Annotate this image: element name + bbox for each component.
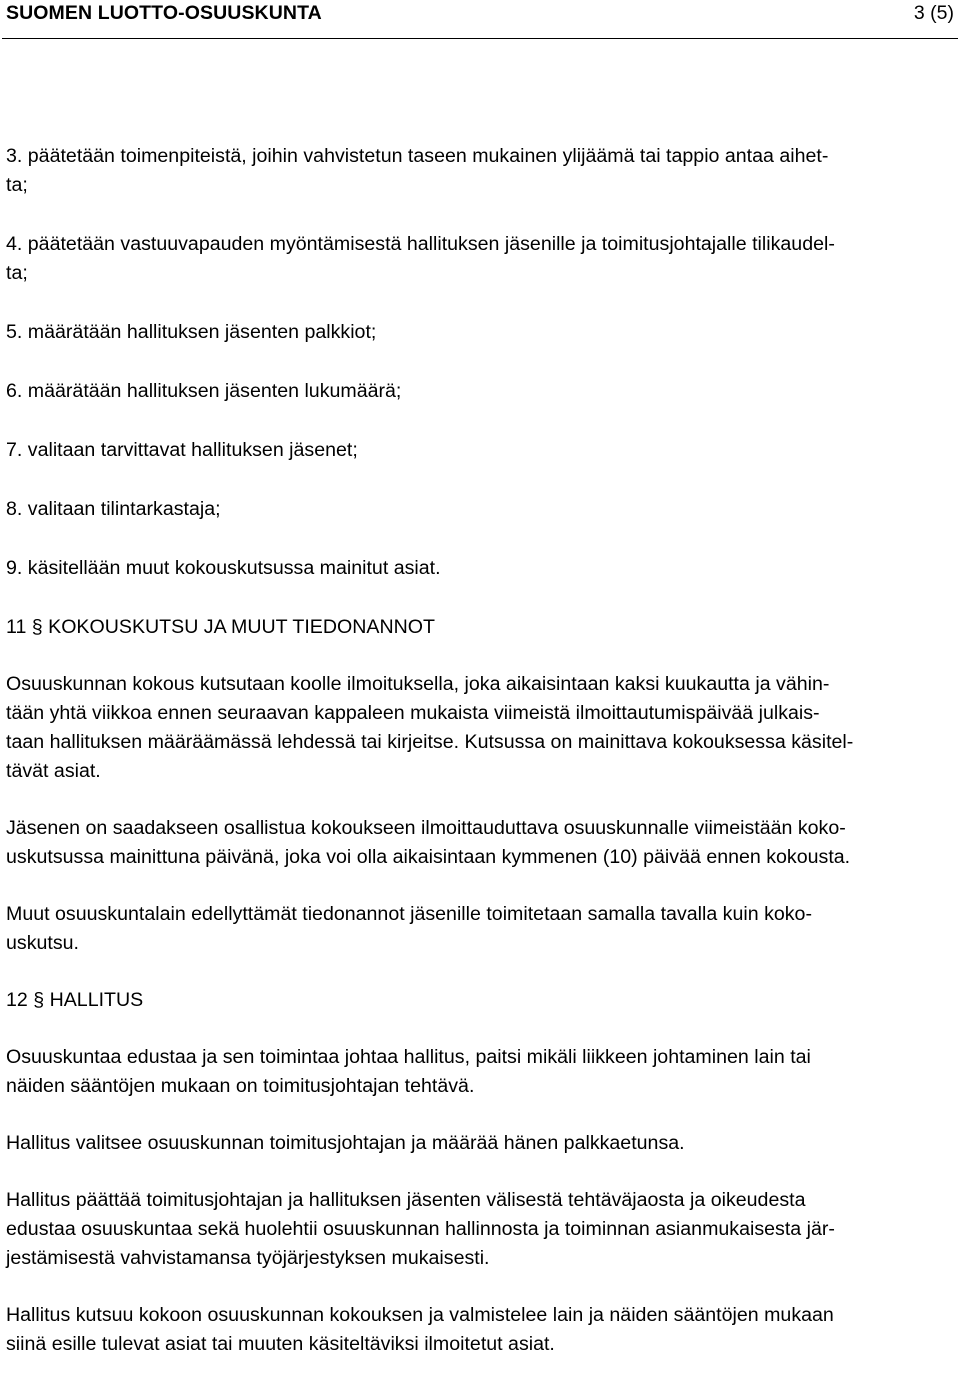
paragraph — [6, 1186, 946, 1273]
agenda-item-3 — [6, 142, 946, 200]
organization-name: SUOMEN LUOTTO-OSUUSKUNTA — [6, 2, 322, 24]
paragraph — [6, 814, 946, 872]
text-line: Osuuskunnan kokous kutsutaan koolle ilmoituksella, joka aikaisintaan kaksi kuukautta ja vähin- — [6, 673, 830, 695]
section-heading: 11 § KOKOUSKUTSU JA MUUT TIEDONANNOT — [6, 616, 435, 638]
page-header — [6, 0, 954, 26]
agenda-item-7 — [6, 436, 946, 465]
text-line: Jäsenen on saadakseen osallistua kokoukseen ilmoittauduttava osuuskunnalle viimeistään koko- — [6, 817, 846, 839]
paragraph — [6, 1301, 946, 1359]
text-line: Osuuskuntaa edustaa ja sen toimintaa johtaa hallitus, paitsi mikäli liikkeen johtaminen lain tai — [6, 1046, 811, 1068]
text-line: uskutsu. — [6, 932, 79, 954]
text-line: Hallitus päättää toimitusjohtajan ja hallituksen jäsenten välisestä tehtäväjaosta ja oikeudesta — [6, 1189, 806, 1211]
text-line: Hallitus valitsee osuuskunnan toimitusjohtajan ja määrää hänen palkkaetunsa. — [6, 1132, 685, 1154]
text-line: 5. määrätään hallituksen jäsenten palkkiot; — [6, 321, 377, 343]
document-body — [6, 142, 946, 1387]
text-line: tävät asiat. — [6, 760, 101, 782]
text-line: tään yhtä viikkoa ennen seuraavan kappaleen mukaista viimeistä ilmoittautumispäivää julkais- — [6, 702, 820, 724]
text-line: 4. päätetään vastuuvapauden myöntämisestä hallituksen jäsenille ja toimitusjohtajalle tilikaudel- — [6, 233, 835, 255]
text-line: ta; — [6, 174, 28, 196]
section-heading: 12 § HALLITUS — [6, 989, 144, 1011]
text-line: 9. käsitellään muut kokouskutsussa mainitut asiat. — [6, 557, 441, 579]
paragraph — [6, 1043, 946, 1101]
agenda-item-5 — [6, 318, 946, 347]
text-line: 7. valitaan tarvittavat hallituksen jäsenet; — [6, 439, 358, 461]
header-rule — [2, 38, 958, 39]
paragraph — [6, 1129, 946, 1158]
page-number: 3 (5) — [913, 2, 954, 24]
agenda-item-9 — [6, 554, 946, 583]
paragraph — [6, 670, 946, 786]
text-line: siinä esille tulevat asiat tai muuten käsiteltäviksi ilmoitetut asiat. — [6, 1333, 555, 1355]
text-line: näiden sääntöjen mukaan on toimitusjohtajan tehtävä. — [6, 1075, 475, 1097]
agenda-item-4 — [6, 230, 946, 288]
agenda-list — [6, 142, 946, 583]
text-line: uskutsussa mainittuna päivänä, joka voi olla aikaisintaan kymmenen (10) päivää ennen kokousta. — [6, 846, 851, 868]
text-line: 8. valitaan tilintarkastaja; — [6, 498, 221, 520]
text-line: jestämisestä vahvistamansa työjärjestyksen mukaisesti. — [6, 1247, 490, 1269]
section-11 — [6, 613, 946, 958]
agenda-item-8 — [6, 495, 946, 524]
text-line: 3. päätetään toimenpiteistä, joihin vahvistetun taseen mukainen ylijäämä tai tappio antaa aihet- — [6, 145, 829, 167]
agenda-item-6 — [6, 377, 946, 406]
section-12 — [6, 986, 946, 1359]
text-line: taan hallituksen määräämässä lehdessä tai kirjeitse. Kutsussa on mainittava kokouksessa käsitel- — [6, 731, 854, 753]
text-line: edustaa osuuskuntaa sekä huolehtii osuuskunnan hallinnosta ja toiminnan asianmukaisesta jär- — [6, 1218, 835, 1240]
paragraph — [6, 900, 946, 958]
text-line: Hallitus kutsuu kokoon osuuskunnan kokouksen ja valmistelee lain ja näiden sääntöjen mukaan — [6, 1304, 834, 1326]
text-line: Muut osuuskuntalain edellyttämät tiedonannot jäsenille toimitetaan samalla tavalla kuin koko- — [6, 903, 812, 925]
text-line: ta; — [6, 262, 28, 284]
text-line: 6. määrätään hallituksen jäsenten lukumäärä; — [6, 380, 402, 402]
